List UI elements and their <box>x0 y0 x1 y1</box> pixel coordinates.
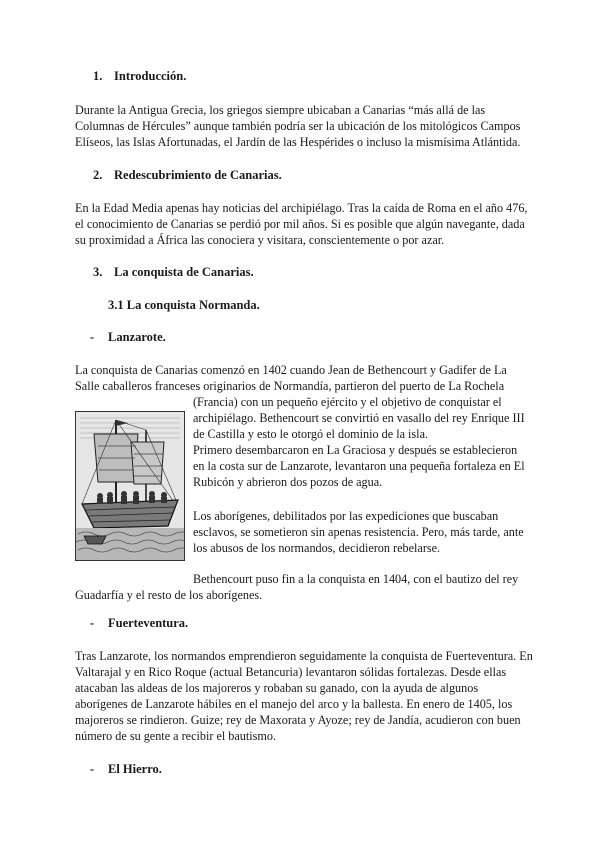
text-line: majoreros se rindieron. Guize; rey de Maxorata y Ayoze; rey de Jandía, acudieron con buen <box>75 713 521 727</box>
text-line: Tras Lanzarote, los normandos emprendieron seguidamente la conquista de Fuerteventura. En <box>75 649 533 663</box>
section-title: Introducción. <box>114 69 187 83</box>
paragraph-lanzarote-wrap-2 <box>193 508 524 556</box>
text-line: de Castilla y esto le otorgó el dominio de la isla. <box>193 427 429 441</box>
paragraph-lanzarote-intro <box>75 362 507 394</box>
text-line: atacaban las aldeas de los majoreros y robaban su ganado, con la ayuda de algunos <box>75 681 479 695</box>
text-line: Bethencourt puso fin a la conquista en 1404, con el bautizo del rey <box>193 572 519 586</box>
text-line: en la costa sur de Lanzarote, levantaron una pequeña fortaleza en El <box>193 459 525 473</box>
paragraph-redescubrimiento <box>75 200 527 248</box>
section-number: 2. <box>93 168 103 182</box>
paragraph-introduccion <box>75 102 520 150</box>
bullet-heading-lanzarote <box>90 330 166 345</box>
section-number: 1. <box>93 69 103 83</box>
subsection-title: 3.1 La conquista Normanda. <box>108 298 260 312</box>
bullet-title: Lanzarote. <box>108 330 166 344</box>
paragraph-lanzarote-wrap-1 <box>193 394 525 490</box>
text-line: su proximidad a África las conociera y visitara, conscientemente o por azar. <box>75 233 445 247</box>
text-line: Salle caballeros franceses originarios de Normandía, partieron del puerto de La Rochela <box>75 379 505 393</box>
text-line: el conocimiento de Canarias se perdió por mil años. Si es posible que algún navegante, dada <box>75 217 525 231</box>
text-line: número de su gente a recibir el bautismo. <box>75 729 277 743</box>
text-line: Guadarfía y el resto de los aborígenes. <box>75 588 263 602</box>
text-line: (Francia) con un pequeño ejército y el objetivo de conquistar el <box>193 395 502 409</box>
text-line: los abusos de los normandos, decidieron rebelarse. <box>193 541 441 555</box>
bullet-title: Fuerteventura. <box>108 616 189 630</box>
bullet-dash: - <box>90 762 95 776</box>
section-title: La conquista de Canarias. <box>114 265 254 279</box>
section-title: Redescubrimiento de Canarias. <box>114 168 282 182</box>
text-line: Rubicón y abrieron dos pozos de agua. <box>193 475 383 489</box>
bullet-dash: - <box>90 616 95 630</box>
section-number: 3. <box>93 265 103 279</box>
text-line: Valtarajal y en Rico Roque (actual Betancuria) levantaron sólidas fortalezas. Desde ellas <box>75 665 507 679</box>
ship-engraving-illustration <box>76 412 184 560</box>
text-line: esclavos, se sometieron sin apenas resistencia. Pero, más tarde, ante <box>193 525 524 539</box>
section-heading-introduccion <box>93 69 186 84</box>
text-line: Primero desembarcaron en La Graciosa y después se establecieron <box>193 443 518 457</box>
text-line: Elíseos, las Islas Afortunadas, el Jardín de las Hespérides o incluso la mismísima Atlántida. <box>75 135 521 149</box>
bullet-dash: - <box>90 330 95 344</box>
engraving-image <box>75 411 185 561</box>
bullet-heading-fuerteventura <box>90 616 188 631</box>
text-line: En la Edad Media apenas hay noticias del archipiélago. Tras la caída de Roma en el año 476, <box>75 201 528 215</box>
text-line: aborígenes de Lanzarote hábiles en el manejo del arco y la ballesta. En enero de 1405, los <box>75 697 513 711</box>
section-heading-redescubrimiento <box>93 168 282 183</box>
text-line: Columnas de Hércules” aunque también podría ser la ubicación de los mitológicos Campos <box>75 119 521 133</box>
text-line: Durante la Antigua Grecia, los griegos siempre ubicaban a Canarias “más allá de las <box>75 103 486 117</box>
bullet-heading-el-hierro <box>90 762 162 777</box>
subsection-heading-normanda <box>108 298 260 313</box>
section-heading-conquista <box>93 265 254 280</box>
text-line: archipiélago. Bethencourt se convirtió en vasallo del rey Enrique III <box>193 411 525 425</box>
paragraph-lanzarote-end <box>75 571 518 603</box>
paragraph-fuerteventura <box>75 648 533 744</box>
bullet-title: El Hierro. <box>108 762 162 776</box>
text-line: La conquista de Canarias comenzó en 1402 cuando Jean de Bethencourt y Gadifer de La <box>75 363 507 377</box>
text-line: Los aborígenes, debilitados por las expediciones que buscaban <box>193 509 499 523</box>
